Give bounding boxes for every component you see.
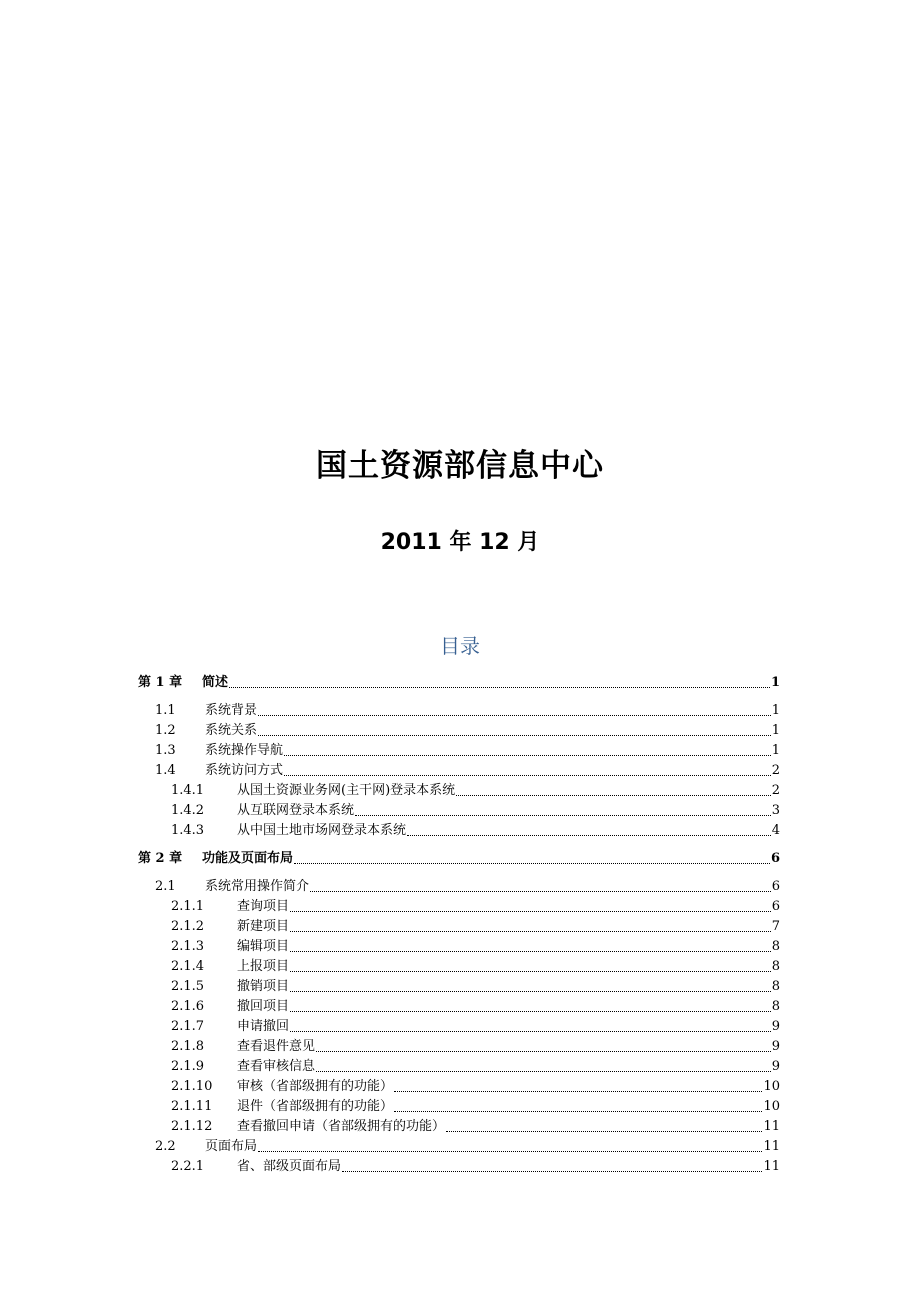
toc-entry-number: 1.4 xyxy=(155,763,176,778)
toc-entry-title: 新建项目 xyxy=(237,919,290,934)
toc-entry-page-number: 9 xyxy=(771,1019,780,1034)
toc-dot-leader xyxy=(407,835,771,836)
toc-entry-title: 从互联网登录本系统 xyxy=(237,803,355,818)
toc-entry-title: 系统背景 xyxy=(205,703,258,718)
toc-entry-title: 退件（省部级拥有的功能） xyxy=(237,1099,394,1114)
toc-entry-number: 1.4.2 xyxy=(171,803,205,818)
toc-entry-page-number: 6 xyxy=(770,851,780,866)
toc-entry-page-number: 10 xyxy=(763,1099,780,1114)
toc-dot-leader xyxy=(310,891,771,892)
toc-dot-leader xyxy=(355,815,771,816)
toc-dot-leader xyxy=(394,1111,762,1112)
toc-dot-leader xyxy=(446,1131,762,1132)
toc-entry-page-number: 1 xyxy=(771,743,780,758)
toc-dot-leader xyxy=(316,1071,771,1072)
toc-entry-title: 系统常用操作简介 xyxy=(205,879,310,894)
toc-dot-leader xyxy=(290,991,771,992)
toc-entry-number: 1.4.3 xyxy=(171,823,205,838)
toc-entry-page-number: 1 xyxy=(771,703,780,718)
toc-entry-number: 2.1.3 xyxy=(171,939,205,954)
toc-entry-page-number: 9 xyxy=(771,1059,780,1074)
toc-entry[interactable] xyxy=(138,1037,780,1057)
toc-dot-leader xyxy=(290,971,771,972)
toc-entry[interactable] xyxy=(138,821,780,841)
toc-entry[interactable] xyxy=(138,997,780,1017)
toc-entry-number: 第 2 章 xyxy=(138,851,183,866)
toc-entry[interactable] xyxy=(138,801,780,821)
toc-dot-leader xyxy=(258,715,771,716)
toc-entry-page-number: 8 xyxy=(771,959,780,974)
toc-entry-page-number: 1 xyxy=(771,723,780,738)
toc-entry[interactable] xyxy=(138,741,780,761)
toc-entry-page-number: 11 xyxy=(763,1159,780,1174)
toc-entry-title: 从国土资源业务网(主干网)登录本系统 xyxy=(237,783,456,798)
toc-entry[interactable] xyxy=(138,721,780,741)
toc-dot-leader xyxy=(284,775,771,776)
toc-entry[interactable] xyxy=(138,1097,780,1117)
toc-entry-number: 2.1.9 xyxy=(171,1059,205,1074)
toc-entry[interactable] xyxy=(138,761,780,781)
toc-entry-page-number: 8 xyxy=(771,939,780,954)
toc-entry-title: 系统访问方式 xyxy=(205,763,284,778)
toc-entry-title: 省、部级页面布局 xyxy=(237,1159,342,1174)
toc-entry[interactable] xyxy=(138,977,780,997)
toc-entry-title: 系统操作导航 xyxy=(205,743,284,758)
toc-entry-title: 系统关系 xyxy=(205,723,258,738)
toc-entry-number: 2.1.10 xyxy=(171,1079,213,1094)
toc-entry-page-number: 1 xyxy=(770,675,780,690)
toc-entry-number: 2.1.1 xyxy=(171,899,205,914)
toc-entry[interactable] xyxy=(138,1057,780,1077)
toc-entry-number: 1.1 xyxy=(155,703,176,718)
toc-entry-title: 查询项目 xyxy=(237,899,290,914)
toc-entry-number: 2.1.5 xyxy=(171,979,205,994)
toc-entry-page-number: 11 xyxy=(763,1119,780,1134)
toc-entry-number: 1.2 xyxy=(155,723,176,738)
toc-entry[interactable] xyxy=(138,1157,780,1177)
toc-entry-number: 2.1.8 xyxy=(171,1039,205,1054)
document-date: 2011 年 12 月 xyxy=(380,530,540,555)
toc-dot-leader xyxy=(258,1151,762,1152)
toc-dot-leader xyxy=(394,1091,762,1092)
toc-entry-title: 查看审核信息 xyxy=(237,1059,316,1074)
toc-chapter-entry[interactable] xyxy=(138,672,780,694)
toc-entry-number: 2.1.2 xyxy=(171,919,205,934)
toc-entry-page-number: 8 xyxy=(771,999,780,1014)
toc-entry[interactable] xyxy=(138,937,780,957)
toc-chapter-entry[interactable] xyxy=(138,848,780,870)
table-of-contents xyxy=(138,672,780,1177)
toc-entry-page-number: 9 xyxy=(771,1039,780,1054)
toc-dot-leader xyxy=(316,1051,771,1052)
toc-entry-number: 2.1.4 xyxy=(171,959,205,974)
toc-dot-leader xyxy=(229,687,770,688)
toc-entry-title: 撤回项目 xyxy=(237,999,290,1014)
toc-dot-leader xyxy=(294,863,770,864)
toc-entry-title: 简述 xyxy=(202,675,229,690)
toc-entry-title: 从中国土地市场网登录本系统 xyxy=(237,823,407,838)
toc-entry-title: 撤销项目 xyxy=(237,979,290,994)
toc-entry-number: 2.1.12 xyxy=(171,1119,213,1134)
toc-entry-page-number: 6 xyxy=(771,879,780,894)
toc-entry[interactable] xyxy=(138,701,780,721)
toc-dot-leader xyxy=(284,755,771,756)
toc-entry-number: 2.1 xyxy=(155,879,176,894)
toc-entry-number: 2.2 xyxy=(155,1139,176,1154)
toc-entry-page-number: 8 xyxy=(771,979,780,994)
toc-entry-title: 页面布局 xyxy=(205,1139,258,1154)
toc-entry-number: 2.1.6 xyxy=(171,999,205,1014)
toc-dot-leader xyxy=(258,735,771,736)
toc-entry[interactable] xyxy=(138,877,780,897)
toc-entry-number: 第 1 章 xyxy=(138,675,183,690)
toc-entry[interactable] xyxy=(138,1077,780,1097)
organization-title: 国土资源部信息中心 xyxy=(316,448,604,484)
toc-entry-number: 2.1.7 xyxy=(171,1019,205,1034)
toc-entry[interactable] xyxy=(138,1137,780,1157)
toc-entry-title: 编辑项目 xyxy=(237,939,290,954)
toc-dot-leader xyxy=(290,951,771,952)
toc-entry-number: 1.3 xyxy=(155,743,176,758)
toc-entry-title: 上报项目 xyxy=(237,959,290,974)
toc-entry[interactable] xyxy=(138,781,780,801)
toc-heading: 目录 xyxy=(440,634,480,658)
toc-entry-title: 申请撤回 xyxy=(237,1019,290,1034)
toc-entry-number: 2.1.11 xyxy=(171,1099,213,1114)
toc-entry-page-number: 7 xyxy=(771,919,780,934)
toc-entry-page-number: 11 xyxy=(763,1139,780,1154)
toc-entry-page-number: 4 xyxy=(771,823,780,838)
toc-entry-number: 2.2.1 xyxy=(171,1159,205,1174)
toc-entry-page-number: 10 xyxy=(763,1079,780,1094)
toc-entry-page-number: 2 xyxy=(771,783,780,798)
toc-entry-title: 查看撤回申请（省部级拥有的功能） xyxy=(237,1119,446,1134)
toc-dot-leader xyxy=(290,1011,771,1012)
toc-entry[interactable] xyxy=(138,1117,780,1137)
toc-entry[interactable] xyxy=(138,897,780,917)
toc-entry-title: 功能及页面布局 xyxy=(202,851,294,866)
toc-dot-leader xyxy=(290,931,771,932)
toc-entry-number: 1.4.1 xyxy=(171,783,205,798)
toc-dot-leader xyxy=(342,1171,762,1172)
toc-dot-leader xyxy=(290,1031,771,1032)
toc-dot-leader xyxy=(456,795,771,796)
toc-entry[interactable] xyxy=(138,957,780,977)
toc-entry-title: 查看退件意见 xyxy=(237,1039,316,1054)
toc-entry-page-number: 3 xyxy=(771,803,780,818)
toc-entry-page-number: 6 xyxy=(771,899,780,914)
toc-entry-title: 审核（省部级拥有的功能） xyxy=(237,1079,394,1094)
toc-entry[interactable] xyxy=(138,917,780,937)
toc-entry[interactable] xyxy=(138,1017,780,1037)
toc-dot-leader xyxy=(290,911,771,912)
toc-entry-page-number: 2 xyxy=(771,763,780,778)
